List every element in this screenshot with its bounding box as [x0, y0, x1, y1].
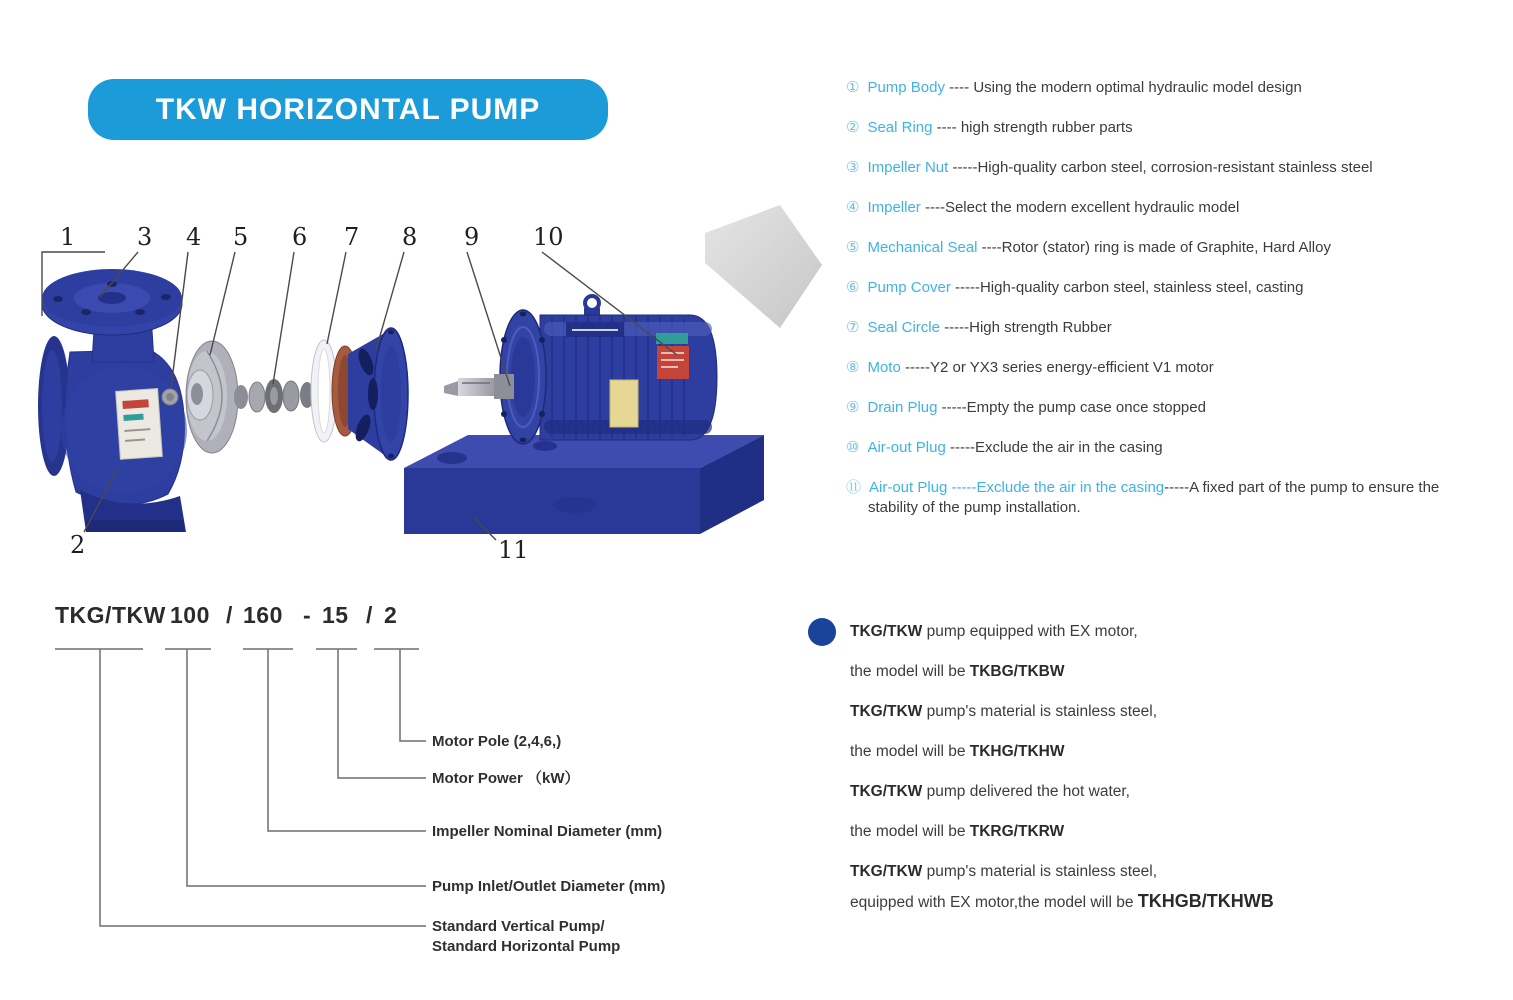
part-number-badge: ③: [846, 159, 860, 176]
part-description: ----Select the modern excellent hydraulic model: [920, 199, 1240, 216]
variant-model-name: TKHG/TKHW: [969, 743, 1065, 760]
model-segment-dash: -: [303, 602, 312, 628]
parts-list-item: [846, 278, 1486, 298]
page-title: TKW HORIZONTAL PUMP: [155, 92, 541, 126]
part-description: -----High-quality carbon steel, stainless steel, casting: [950, 279, 1304, 296]
callout-4: 4: [186, 223, 202, 251]
label-standard-line2: Standard Horizontal Pump: [432, 938, 621, 955]
part-name: Mechanical Seal: [867, 239, 978, 256]
variant-line: [850, 862, 1450, 881]
part-number-badge: ⑤: [846, 239, 860, 256]
part-description: -----High strength Rubber: [939, 319, 1112, 336]
model-segment-power: 15: [322, 602, 349, 628]
variant-line: [850, 892, 1450, 912]
part-number-badge: ②: [846, 119, 860, 136]
parts-list-item: [846, 158, 1486, 178]
right-arrow-icon: [690, 195, 835, 345]
parts-list-item: [846, 78, 1486, 98]
variant-model-name: TKG/TKW: [850, 863, 923, 880]
callout-8: 8: [402, 223, 418, 251]
part-name: Impeller: [867, 199, 921, 216]
variant-model-name: TKG/TKW: [850, 623, 923, 640]
part-description: ---- Using the modern optimal hydraulic model design: [945, 79, 1302, 96]
callout-1: 1: [60, 223, 76, 251]
callout-7: 7: [344, 223, 360, 251]
mechanical-seal-illustration: [234, 379, 314, 413]
label-standard-pump: [432, 917, 620, 957]
part-name: Air-out Plug -----Exclude the air in the casing: [869, 479, 1165, 496]
callout-10: 10: [533, 223, 564, 251]
part-number-badge: ⑩: [846, 439, 860, 456]
part-description: ----Rotor (stator) ring is made of Graphite, Hard Alloy: [977, 239, 1331, 256]
part-description: -----Y2 or YX3 series energy-efficient V1 motor: [900, 359, 1214, 376]
variant-line: [850, 702, 1450, 721]
part-name: Air-out Plug: [867, 439, 946, 456]
label-motor-power: Motor Power （kW）: [432, 770, 580, 787]
part-number-badge: ⑪: [846, 479, 862, 496]
callout-2: 2: [70, 531, 86, 559]
model-variants: [850, 622, 1450, 933]
variant-line: [850, 742, 1450, 761]
variant-model-name: TKG/TKW: [850, 783, 923, 800]
parts-list-item: [846, 478, 1486, 518]
variant-text: the model will be: [850, 823, 970, 840]
part-name: Moto: [867, 359, 901, 376]
callout-3: 3: [137, 223, 153, 251]
label-inlet-outlet: Pump Inlet/Outlet Diameter (mm): [432, 878, 666, 895]
parts-list-item: [846, 238, 1486, 258]
parts-list: [846, 78, 1486, 538]
part-number-badge: ④: [846, 199, 860, 216]
model-segment-slash1: /: [226, 602, 233, 628]
parts-list-item: [846, 118, 1486, 138]
parts-list-item: [846, 438, 1486, 458]
model-segment-pole: 2: [384, 602, 398, 628]
part-name: Impeller Nut: [867, 159, 949, 176]
label-motor-pole: Motor Pole (2,4,6,): [432, 733, 562, 750]
part-name: Seal Circle: [867, 319, 940, 336]
variant-line: [850, 622, 1450, 641]
pump-base-illustration: [404, 435, 764, 534]
part-number-badge: ⑧: [846, 359, 860, 376]
part-number-badge: ⑦: [846, 319, 860, 336]
part-description: ---- high strength rubber parts: [932, 119, 1133, 136]
callout-6: 6: [292, 223, 308, 251]
part-description: -----Exclude the air in the casing: [945, 439, 1163, 456]
part-description: -----A fixed part of the pump to ensure the stability of the pump installation.: [868, 479, 1444, 516]
variant-model-name: TKBG/TKBW: [969, 663, 1065, 680]
label-impeller-diameter: Impeller Nominal Diameter (mm): [432, 823, 663, 840]
impeller-nut-illustration: [162, 389, 178, 405]
part-number-badge: ⑨: [846, 399, 860, 416]
part-number-badge: ①: [846, 79, 860, 96]
motor-illustration: [444, 296, 717, 444]
model-segment-slash2: /: [366, 602, 373, 628]
model-segment-impeller: 160: [243, 602, 283, 628]
variant-text: the model will be: [850, 663, 970, 680]
callout-11: 11: [498, 536, 529, 564]
variant-line: [850, 662, 1450, 681]
variant-line: [850, 782, 1450, 801]
model-segment-inlet: 100: [170, 602, 210, 628]
part-name: Drain Plug: [867, 399, 938, 416]
variant-text: the model will be: [850, 743, 970, 760]
variant-text: pump's material is stainless steel,: [922, 703, 1158, 720]
variant-model-name: TKHGB/TKHWB: [1137, 891, 1274, 911]
variant-line: [850, 822, 1450, 841]
callout-9: 9: [464, 223, 480, 251]
part-number-badge: ⑥: [846, 279, 860, 296]
variant-text: pump equipped with EX motor,: [922, 623, 1138, 640]
bullet-icon: [808, 618, 836, 646]
model-segment-series: TKG/TKW: [55, 602, 166, 628]
variant-text: equipped with EX motor,the model will be: [850, 894, 1138, 911]
part-description: -----High-quality carbon steel, corrosion-resistant stainless steel: [948, 159, 1373, 176]
callout-5: 5: [233, 223, 249, 251]
variant-model-name: TKRG/TKRW: [969, 823, 1065, 840]
part-name: Pump Body: [867, 79, 945, 96]
variant-text: pump's material is stainless steel,: [922, 863, 1158, 880]
parts-list-item: [846, 398, 1486, 418]
part-name: Pump Cover: [867, 279, 951, 296]
variant-model-name: TKG/TKW: [850, 703, 923, 720]
label-standard-line1: Standard Vertical Pump/: [432, 918, 605, 935]
part-description: -----Empty the pump case once stopped: [937, 399, 1206, 416]
title-banner: [88, 79, 608, 140]
parts-list-item: [846, 318, 1486, 338]
parts-list-item: [846, 358, 1486, 378]
parts-list-item: [846, 198, 1486, 218]
pump-cover-illustration: [332, 328, 408, 460]
variant-text: pump delivered the hot water,: [922, 783, 1130, 800]
impeller-illustration: [186, 341, 238, 453]
part-name: Seal Ring: [867, 119, 933, 136]
